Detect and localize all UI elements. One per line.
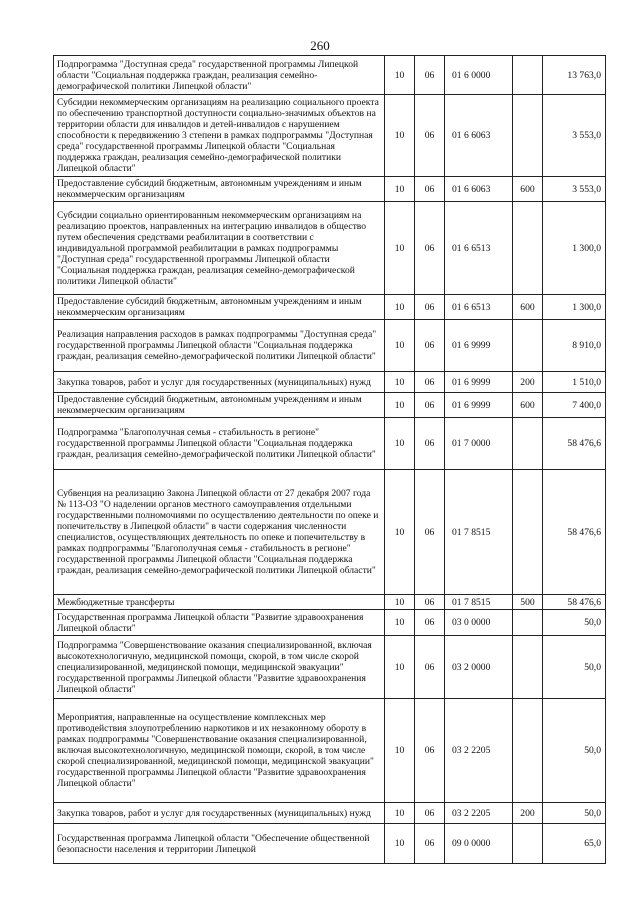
amount-cell: 65,0 [543, 824, 606, 864]
expense-type-cell [513, 699, 543, 803]
section-code-cell: 10 [385, 202, 415, 295]
subsection-code-cell: 06 [415, 56, 445, 95]
table-row [54, 372, 606, 393]
amount-cell: 1 300,0 [543, 202, 606, 295]
amount-cell: 50,0 [543, 636, 606, 699]
expense-type-cell: 500 [513, 595, 543, 610]
amount-cell: 7 400,0 [543, 393, 606, 418]
section-code-cell: 10 [385, 595, 415, 610]
row-name-cell: Подпрограмма "Совершенствование оказания специализированной, включая высокотехнологичную, медицинской помощи, скорой, в том числе скорой специализированной, медицинской помощи, медицинской эвакуации" государственной программы Липецкой области "Развитие здравоохранения Липецкой области" [54, 636, 385, 699]
section-code-cell: 10 [385, 610, 415, 636]
target-article-cell: 01 6 0000 [445, 56, 513, 95]
row-name-cell: Предоставление субсидий бюджетным, автономным учреждениям и иным некоммерческим организациям [54, 177, 385, 202]
target-article-cell: 01 6 6513 [445, 295, 513, 320]
table-row [54, 95, 606, 177]
expense-type-cell: 600 [513, 295, 543, 320]
section-code-cell: 10 [385, 824, 415, 864]
section-code-cell: 10 [385, 470, 415, 595]
expense-type-cell [513, 418, 543, 470]
target-article-cell: 01 6 6063 [445, 177, 513, 202]
expense-type-cell [513, 636, 543, 699]
subsection-code-cell: 06 [415, 418, 445, 470]
subsection-code-cell: 06 [415, 699, 445, 803]
row-name-cell: Государственная программа Липецкой области "Обеспечение общественной безопасности населения и территории Липецкой [54, 824, 385, 864]
subsection-code-cell: 06 [415, 295, 445, 320]
expense-type-cell [513, 95, 543, 177]
row-name-cell: Субсидии социально ориентированным некоммерческим организациям на реализацию проектов, направленных на интеграцию инвалидов в общество путем обеспечения средствами реабилитации в соответствии с индивидуальной программой реабилитации в рамках подпрограммы "Доступная среда" государственной программы Липецкой области "Социальная поддержка граждан, реализация семейно-демографической политики Липецкой области" [54, 202, 385, 295]
table-row [54, 610, 606, 636]
subsection-code-cell: 06 [415, 470, 445, 595]
subsection-code-cell: 06 [415, 595, 445, 610]
section-code-cell: 10 [385, 803, 415, 824]
section-code-cell: 10 [385, 636, 415, 699]
amount-cell: 8 910,0 [543, 320, 606, 372]
amount-cell: 50,0 [543, 699, 606, 803]
table-row [54, 202, 606, 295]
amount-cell: 50,0 [543, 610, 606, 636]
table-row [54, 595, 606, 610]
subsection-code-cell: 06 [415, 393, 445, 418]
expense-type-cell [513, 610, 543, 636]
table-row [54, 470, 606, 595]
table-row [54, 320, 606, 372]
target-article-cell: 01 7 0000 [445, 418, 513, 470]
table-row [54, 295, 606, 320]
amount-cell: 58 476,6 [543, 470, 606, 595]
section-code-cell: 10 [385, 320, 415, 372]
row-name-cell: Субвенция на реализацию Закона Липецкой области от 27 декабря 2007 года № 113-ОЗ "О наделении органов местного самоуправления отдельными государственными полномочиями по осуществлению деятельности по опеке и попечительству в Липецкой области" в части содержания численности специалистов, осуществляющих деятельность по опеке и попечительству в рамках подпрограммы "Благополучная семья - стабильность в регионе" государственной программы Липецкой области "Социальная поддержка граждан, реализация семейно-демографической политики Липецкой области" [54, 470, 385, 595]
section-code-cell: 10 [385, 372, 415, 393]
subsection-code-cell: 06 [415, 320, 445, 372]
expense-type-cell: 200 [513, 372, 543, 393]
target-article-cell: 01 7 8515 [445, 595, 513, 610]
subsection-code-cell: 06 [415, 95, 445, 177]
row-name-cell: Подпрограмма "Доступная среда" государственной программы Липецкой области "Социальная поддержка граждан, реализация семейно-демографической политики Липецкой области" [54, 56, 385, 95]
target-article-cell: 09 0 0000 [445, 824, 513, 864]
subsection-code-cell: 06 [415, 202, 445, 295]
expense-type-cell: 200 [513, 803, 543, 824]
subsection-code-cell: 06 [415, 610, 445, 636]
target-article-cell: 03 2 2205 [445, 803, 513, 824]
section-code-cell: 10 [385, 177, 415, 202]
expense-type-cell: 600 [513, 393, 543, 418]
subsection-code-cell: 06 [415, 803, 445, 824]
expense-type-cell [513, 202, 543, 295]
table-row [54, 824, 606, 864]
table-row [54, 393, 606, 418]
section-code-cell: 10 [385, 56, 415, 95]
subsection-code-cell: 06 [415, 824, 445, 864]
amount-cell: 1 510,0 [543, 372, 606, 393]
row-name-cell: Подпрограмма "Благополучная семья - стабильность в регионе" государственной программы Липецкой области "Социальная поддержка граждан, реализация семейно-демографической политики Липецкой области" [54, 418, 385, 470]
row-name-cell: Субсидии некоммерческим организациям на реализацию социального проекта по обеспечению транспортной доступности социально-значимых объектов на территории области для инвалидов и детей-инвалидов с нарушением способности к передвижению 3 степени в рамках подпрограммы "Доступная среда" государственной программы Липецкой области "Социальная поддержка граждан, реализация семейно-демографической политики Липецкой области" [54, 95, 385, 177]
amount-cell: 1 300,0 [543, 295, 606, 320]
row-name-cell: Предоставление субсидий бюджетным, автономным учреждениям и иным некоммерческим организациям [54, 295, 385, 320]
expense-type-cell: 600 [513, 177, 543, 202]
amount-cell: 13 763,0 [543, 56, 606, 95]
table-row [54, 803, 606, 824]
table-row [54, 177, 606, 202]
row-name-cell: Реализация направления расходов в рамках подпрограммы "Доступная среда" государственной программы Липецкой области "Социальная поддержка граждан, реализация семейно-демографической политики Липецкой области" [54, 320, 385, 372]
section-code-cell: 10 [385, 295, 415, 320]
target-article-cell: 01 6 6063 [445, 95, 513, 177]
section-code-cell: 10 [385, 95, 415, 177]
target-article-cell: 03 0 0000 [445, 610, 513, 636]
table-row [54, 699, 606, 803]
section-code-cell: 10 [385, 699, 415, 803]
target-article-cell: 01 6 9999 [445, 372, 513, 393]
row-name-cell: Межбюджетные трансферты [54, 595, 385, 610]
subsection-code-cell: 06 [415, 177, 445, 202]
amount-cell: 3 553,0 [543, 95, 606, 177]
target-article-cell: 03 2 0000 [445, 636, 513, 699]
expense-type-cell [513, 824, 543, 864]
row-name-cell: Закупка товаров, работ и услуг для государственных (муниципальных) нужд [54, 803, 385, 824]
row-name-cell: Закупка товаров, работ и услуг для государственных (муниципальных) нужд [54, 372, 385, 393]
row-name-cell: Государственная программа Липецкой области "Развитие здравоохранения Липецкой области" [54, 610, 385, 636]
row-name-cell: Мероприятия, направленные на осуществление комплексных мер противодействия злоупотреблению наркотиков и их незаконному обороту в рамках подпрограммы "Совершенствование оказания специализированной, включая высокотехнологичную, медицинской помощи, скорой, в том числе скорой специализированной, медицинской помощи, медицинской эвакуации" государственной программы Липецкой области "Развитие здравоохранения Липецкой области" [54, 699, 385, 803]
amount-cell: 58 476,6 [543, 595, 606, 610]
expense-type-cell [513, 320, 543, 372]
target-article-cell: 01 7 8515 [445, 470, 513, 595]
amount-cell: 50,0 [543, 803, 606, 824]
page-number: 260 [310, 38, 330, 53]
subsection-code-cell: 06 [415, 372, 445, 393]
table-row [54, 418, 606, 470]
target-article-cell: 01 6 9999 [445, 393, 513, 418]
target-article-cell: 01 6 6513 [445, 202, 513, 295]
expense-type-cell [513, 56, 543, 95]
budget-table [53, 55, 606, 864]
section-code-cell: 10 [385, 418, 415, 470]
table-row [54, 56, 606, 95]
target-article-cell: 01 6 9999 [445, 320, 513, 372]
amount-cell: 58 476,6 [543, 418, 606, 470]
table-row [54, 636, 606, 699]
amount-cell: 3 553,0 [543, 177, 606, 202]
subsection-code-cell: 06 [415, 636, 445, 699]
row-name-cell: Предоставление субсидий бюджетным, автономным учреждениям и иным некоммерческим организациям [54, 393, 385, 418]
budget-table-body [54, 56, 606, 864]
section-code-cell: 10 [385, 393, 415, 418]
expense-type-cell [513, 470, 543, 595]
target-article-cell: 03 2 2205 [445, 699, 513, 803]
